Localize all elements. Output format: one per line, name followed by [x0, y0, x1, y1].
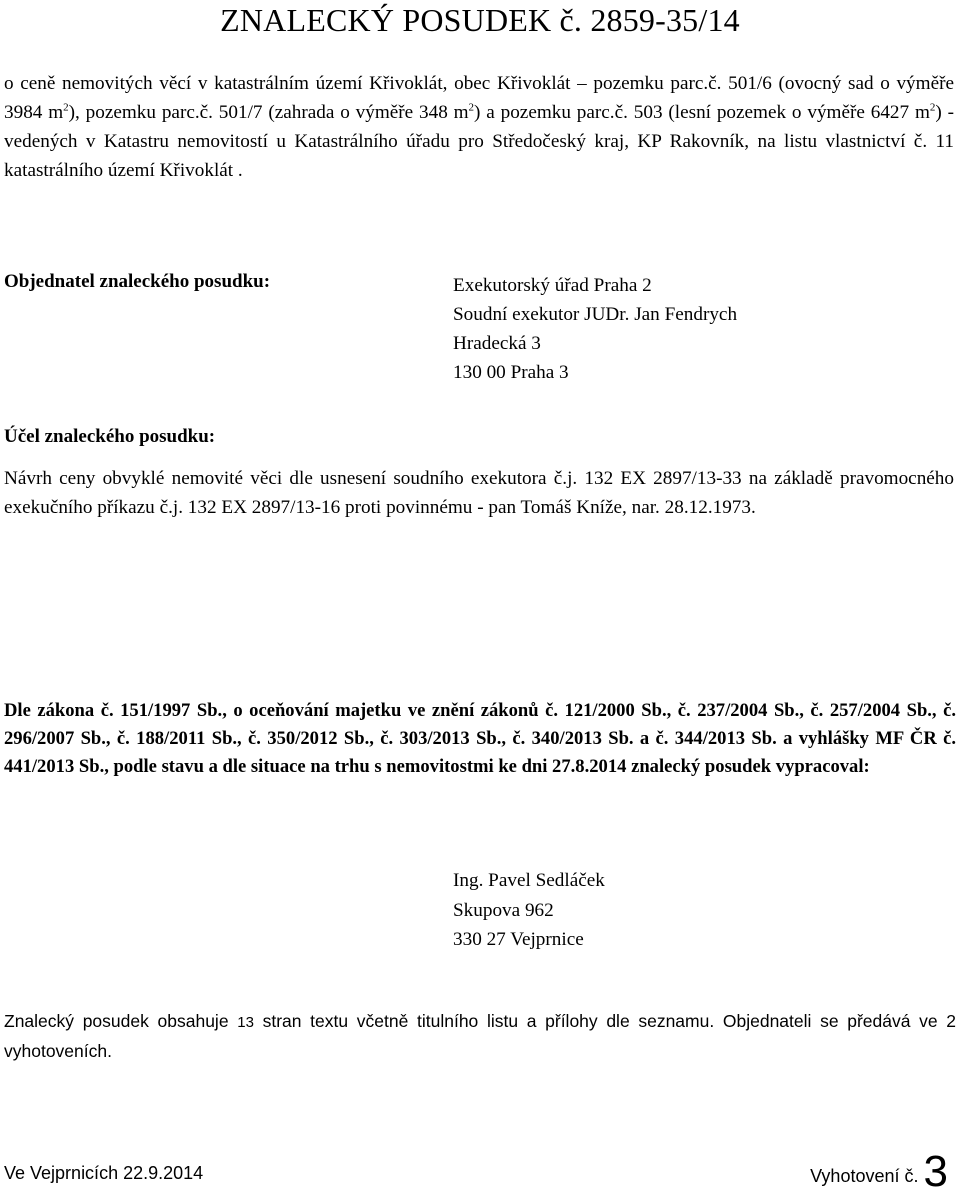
client-address — [453, 271, 737, 387]
client-line: Hradecká 3 — [453, 333, 541, 354]
client-line: Exekutorský úřad Praha 2 — [453, 275, 652, 296]
copies-note — [4, 1007, 956, 1066]
subject-text-1: o ceně nemovitých věcí v katastrálním území Křivoklát, obec Křivoklát – pozemku parc.č. 501/6 (ovocný sad o výměře 3984 m — [4, 73, 954, 123]
note-text-2: stran textu včetně titulního listu a přílohy dle seznamu. Objednateli se předává ve 2 vyhotoveních. — [4, 1011, 957, 1061]
document-title: ZNALECKÝ POSUDEK č. 2859-35/14 — [220, 2, 740, 38]
subject-sup-1: 2 — [63, 101, 69, 114]
subject-text-3: ) a pozemku parc.č. 503 (lesní pozemek o výměře 6427 m — [474, 102, 930, 123]
purpose-text: Návrh ceny obvyklé nemovité věci dle usnesení soudního exekutora č.j. 132 EX 2897/13-33 na základě pravomocného exekučního příkazu č.j. 132 EX 2897/13-16 proti povinnému - pan Tomáš Kníže, nar. 28.12.1973. — [4, 468, 954, 518]
law-paragraph: Dle zákona č. 151/1997 Sb., o oceňování majetku ve znění zákonů č. 121/2000 Sb., č. 237/2004 Sb., č. 257/2004 Sb., č. 296/2007 Sb., č. 188/2011 Sb., č. 350/2012 Sb., č. 303/2013 Sb., č. 340/2013 Sb. a č. 344/2013 Sb. a vyhlášky MF ČR č. 441/2013 Sb., podle stavu a dle situace na trhu s nemovitostmi ke dni 27.8.2014 znalecký posudek vypracoval: — [4, 700, 956, 777]
client-line: 130 00 Praha 3 — [453, 362, 569, 383]
expert-line: 330 27 Vejprnice — [453, 929, 584, 950]
copy-number-block — [810, 1147, 948, 1196]
client-label: Objednatel znaleckého posudku: — [4, 271, 271, 292]
page-count: 13 — [237, 1014, 254, 1031]
subject-text-2: ), pozemku parc.č. 501/7 (zahrada o výměře 348 m — [68, 102, 469, 123]
copy-number: 3 — [923, 1147, 948, 1196]
client-line: Soudní exekutor JUDr. Jan Fendrych — [453, 304, 738, 325]
purpose-label: Účel znaleckého posudku: — [4, 426, 216, 447]
expert-line: Skupova 962 — [453, 899, 554, 921]
expert-address — [453, 866, 605, 955]
note-text-1: Znalecký posudek obsahuje — [4, 1011, 238, 1031]
expert-line: Ing. Pavel Sedláček — [453, 870, 605, 891]
copy-label: Vyhotovení č. — [810, 1166, 919, 1186]
subject-sup-3: 2 — [929, 101, 936, 114]
subject-sup-2: 2 — [468, 101, 475, 114]
place-date: Ve Vejprnicích 22.9.2014 — [4, 1163, 204, 1183]
subject-text-4: ) - vedených v Katastru nemovitostí u Katastrálního úřadu pro Středočeský kraj, KP Rakovník, na listu vlastnictví č. 11 katastrálního území Křivoklát . — [4, 102, 954, 181]
subject-paragraph — [4, 69, 954, 185]
